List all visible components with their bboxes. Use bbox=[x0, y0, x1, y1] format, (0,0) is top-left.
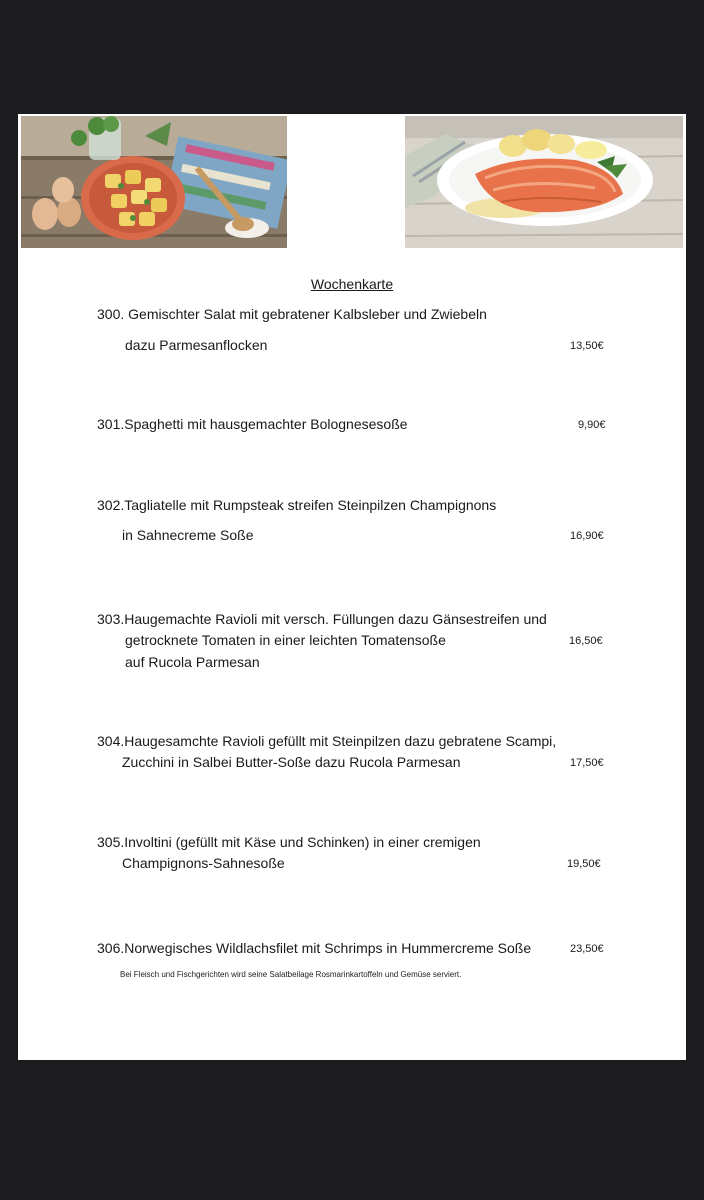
menu-item-306-line-1: 306.Norwegisches Wildlachsfilet mit Schrimps in Hummercreme Soße bbox=[97, 940, 532, 956]
menu-item-305-price: 19,50€ bbox=[567, 858, 601, 870]
menu-item-305-line-2: Champignons-Sahnesoße bbox=[122, 855, 285, 871]
menu-item-306-price: 23,50€ bbox=[570, 943, 604, 955]
salmon-photo bbox=[405, 116, 683, 248]
menu-page bbox=[18, 114, 686, 1060]
menu-item-301-line-1: 301.Spaghetti mit hausgemachter Bolognesesoße bbox=[97, 416, 408, 432]
menu-item-303-price: 16,50€ bbox=[569, 635, 603, 647]
menu-item-304-line-2: Zucchini in Salbei Butter-Soße dazu Rucola Parmesan bbox=[122, 754, 461, 770]
menu-item-300-price: 13,50€ bbox=[570, 340, 604, 352]
menu-item-302-line-2: in Sahnecreme Soße bbox=[122, 527, 254, 543]
menu-item-301-price: 9,90€ bbox=[578, 419, 606, 431]
menu-item-303-line-3: auf Rucola Parmesan bbox=[125, 654, 260, 670]
menu-title: Wochenkarte bbox=[310, 276, 394, 292]
menu-item-305-line-1: 305.Involtini (gefüllt mit Käse und Schinken) in einer cremigen bbox=[97, 834, 481, 850]
menu-item-303-line-1: 303.Haugemachte Ravioli mit versch. Füllungen dazu Gänsestreifen und bbox=[97, 611, 547, 627]
menu-item-303-line-2: getrocknete Tomaten in einer leichten Tomatensoße bbox=[125, 632, 446, 648]
menu-footnote: Bei Fleisch und Fischgerichten wird seine Salatbeilage Rosmarinkartoffeln und Gemüse serviert. bbox=[120, 970, 462, 979]
menu-item-304-line-1: 304.Haugesamchte Ravioli gefüllt mit Steinpilzen dazu gebratene Scampi, bbox=[97, 733, 557, 749]
menu-item-302-line-1: 302.Tagliatelle mit Rumpsteak streifen Steinpilzen Champignons bbox=[97, 497, 497, 513]
menu-item-300-line-2: dazu Parmesanflocken bbox=[125, 337, 268, 353]
menu-item-304-price: 17,50€ bbox=[570, 757, 604, 769]
ravioli-photo bbox=[21, 116, 287, 248]
menu-item-302-price: 16,90€ bbox=[570, 530, 604, 542]
menu-item-300-line-1: 300. Gemischter Salat mit gebratener Kalbsleber und Zwiebeln bbox=[97, 306, 487, 322]
